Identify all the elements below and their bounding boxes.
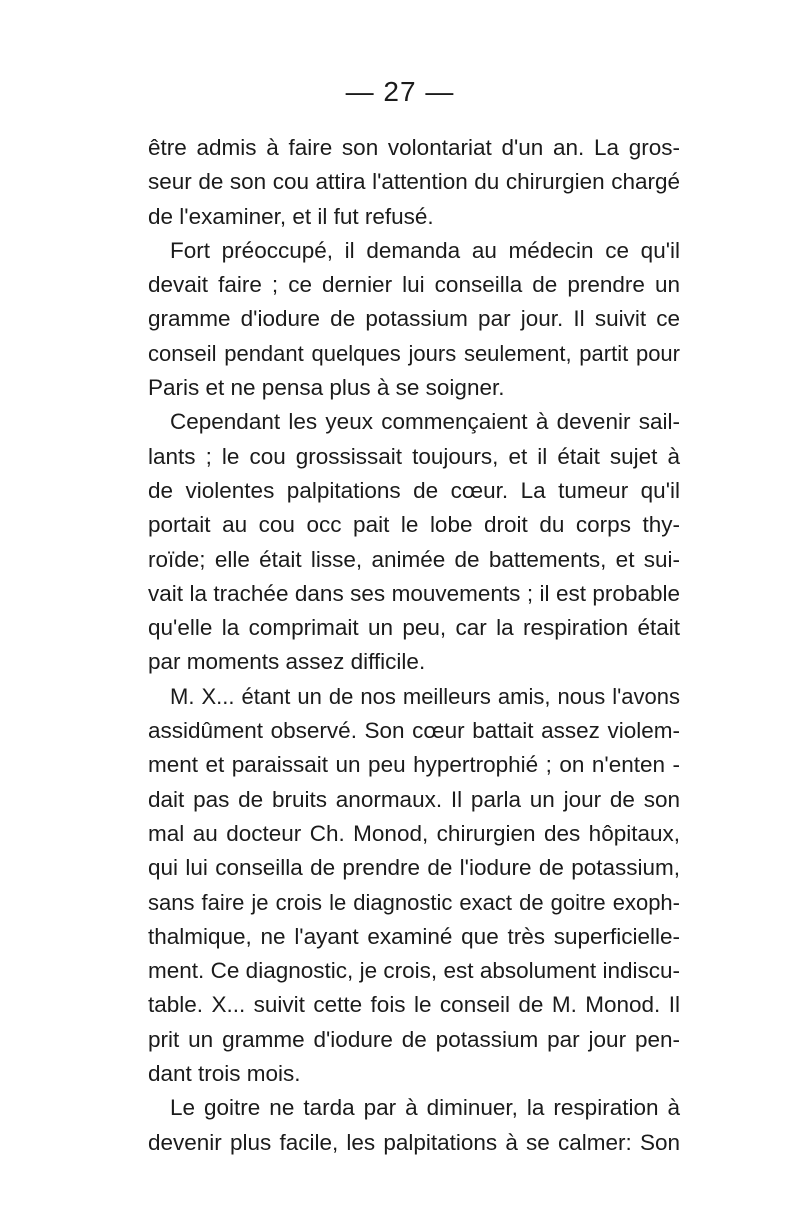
text-line: Le goitre ne tarda par à diminuer, la respiration à [170, 1095, 680, 1121]
text-line: Fort préoccupé, il demanda au médecin ce qu'il [170, 237, 680, 263]
page-number: — 27 — [345, 76, 455, 107]
text-line: par moments assez difficile. [148, 649, 426, 675]
text-line: de violentes palpitations de cœur. La tumeur qu'il [148, 477, 680, 503]
text-line: être admis à faire son volontariat d'un an. La gros- [148, 135, 680, 160]
text-line: M. X... étant un de nos meilleurs amis, nous l'avons [170, 683, 680, 709]
text-line: portait au cou occ pait le lobe droit du corps thy- [148, 512, 680, 538]
text-line: ment et paraissait un peu hypertrophié ; on n'enten - [148, 752, 680, 778]
text-line: gramme d'iodure de potassium par jour. Il suivit ce [148, 306, 680, 332]
text-line: de l'examiner, et il fut refusé. [148, 203, 434, 229]
text-line: roïde; elle était lisse, animée de battements, et sui- [148, 546, 680, 572]
text-line: table. X... suivit cette fois le conseil de M. Monod. Il [148, 992, 680, 1018]
text-line: prit un gramme d'iodure de potassium par jour pen- [148, 1026, 680, 1052]
text-line: mal au docteur Ch. Monod, chirurgien des hôpitaux, [148, 820, 680, 846]
text-line: vait la trachée dans ses mouvements ; il est probable [148, 580, 680, 606]
text-line: lants ; le cou grossissait toujours, et il était sujet à [148, 443, 680, 469]
text-line: qu'elle la comprimait un peu, car la respiration était [148, 615, 680, 641]
text-line: dant trois mois. [148, 1061, 301, 1087]
text-line: devait faire ; ce dernier lui conseilla de prendre un [148, 272, 680, 298]
text-line: Cependant les yeux commençaient à devenir sail- [170, 409, 680, 435]
text-line: assidûment observé. Son cœur battait assez violem- [148, 718, 680, 744]
text-line: conseil pendant quelques jours seulement, partit pour [148, 340, 680, 366]
text-line: dait pas de bruits anormaux. Il parla un jour de son [148, 786, 680, 812]
text-line: seur de son cou attira l'attention du chirurgien chargé [148, 169, 680, 195]
text-line: ment. Ce diagnostic, je crois, est absolument indiscu- [148, 958, 680, 984]
text-line: Paris et ne pensa plus à se soigner. [148, 375, 505, 401]
text-line: qui lui conseilla de prendre de l'iodure de potassium, [148, 855, 680, 881]
text-line: sans faire je crois le diagnostic exact de goitre exoph- [148, 889, 680, 915]
body-text [148, 131, 680, 1160]
text-line: devenir plus facile, les palpitations à se calmer: Son [148, 1129, 680, 1155]
text-line: thalmique, ne l'ayant examiné que très superficielle- [148, 923, 680, 949]
